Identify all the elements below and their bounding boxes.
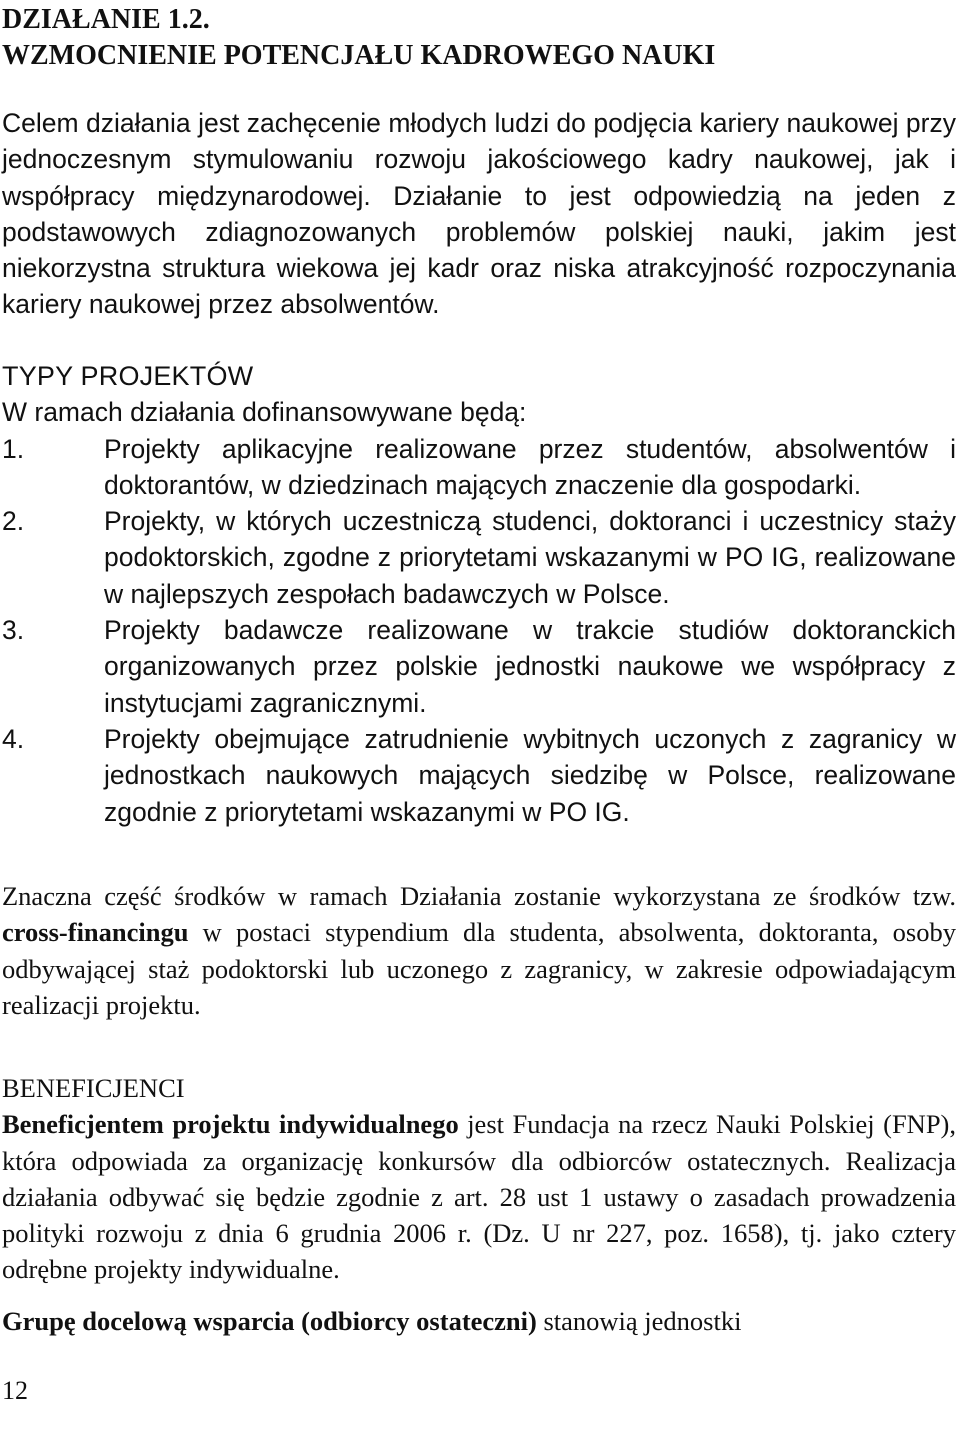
- list-item: [2, 431, 956, 504]
- page-number: 12: [2, 1376, 28, 1405]
- cross-financing-term: cross-financingu: [2, 917, 189, 948]
- action-number: DZIAŁANIE 1.2.: [2, 4, 210, 35]
- cross-financing-text-before: Znaczna część środków w ramach Działania zostanie wykorzystana ze środków tzw.: [2, 881, 956, 911]
- list-item-text: Projekty badawcze realizowane w trakcie studiów doktoranckich organizowanych przez polskie jednostki naukowe we współpracy z instytucjami zagranicznymi.: [104, 615, 956, 718]
- project-types-section: [2, 358, 956, 830]
- target-group-term: Grupę docelową wsparcia (odbiorcy ostateczni): [2, 1306, 537, 1336]
- list-item: [2, 503, 956, 612]
- project-types-list: [2, 431, 956, 830]
- beneficiaries-term: Beneficjentem projektu indywidualnego: [2, 1109, 459, 1140]
- list-item-text: Projekty obejmujące zatrudnienie wybitnych uczonych z zagranicy w jednostkach naukowych mających siedzibę w Polsce, realizowane zgodnie z priorytetami wskazanymi w PO IG.: [104, 723, 956, 827]
- target-group-paragraph: [2, 1303, 956, 1339]
- list-item-number: 2.: [2, 506, 25, 537]
- project-types-heading: TYPY PROJEKTÓW: [2, 361, 254, 391]
- action-title: WZMOCNIENIE POTENCJAŁU KADROWEGO NAUKI: [2, 40, 716, 71]
- cross-financing-text-after: w postaci stypendium dla studenta, absolwenta, doktoranta, osoby odbywającej staż podoktorski lub uczonego z zagranicy, w zakresie odpowiadającym realizacji projektu.: [2, 917, 956, 1020]
- list-item-number: 3.: [2, 615, 25, 646]
- cross-financing-paragraph: [2, 878, 956, 1023]
- beneficiaries-text: jest Fundacja na rzecz Nauki Polskiej (FNP), która odpowiada za organizację konkursów dla odbiorców ostatecznych. Realizacja działania odbywać się będzie zgodnie z art. 28 ust 1 ustawy o zasadach prowadzenia polityki rozwoju z dnia 6 grudnia 2006 r. (Dz. U nr 227, poz. 1658), tj. jako cztery odrębne projekty indywidualne.: [2, 1109, 957, 1285]
- list-item: [2, 612, 956, 721]
- list-item-text: Projekty, w których uczestniczą studenci, doktoranci i uczestnicy staży podoktorskich, zgodne z priorytetami wskazanymi w PO IG, realizowane w najlepszych zespołach badawczych w Polsce.: [104, 506, 956, 609]
- intro-paragraph: Celem działania jest zachęcenie młodych ludzi do podjęcia kariery naukowej przy jednoczesnym stymulowaniu rozwoju jakościowego kadry naukowej, jak i współpracy międzynarodowej. Działanie to jest odpowiedzią na jeden z podstawowych zdiagnozowanych problemów polskiej nauki, jakim jest niekorzystna struktura wiekowa jej kadr oraz niska atrakcyjność rozpoczynania kariery naukowej przez absolwentów.: [2, 108, 956, 320]
- list-item-text: Projekty aplikacyjne realizowane przez studentów, absolwentów i doktorantów, w dziedzinach mających znaczenie dla gospodarki.: [104, 433, 956, 500]
- beneficiaries-section: [2, 1070, 956, 1288]
- list-item: [2, 721, 956, 830]
- target-group-text: stanowią jednostki: [536, 1306, 742, 1336]
- action-heading: [2, 2, 958, 74]
- list-item-number: 4.: [2, 723, 25, 754]
- list-item-number: 1.: [2, 433, 25, 464]
- project-types-lead: W ramach działania dofinansowywane będą:: [2, 397, 527, 428]
- beneficiaries-heading: BENEFICJENCI: [2, 1073, 185, 1103]
